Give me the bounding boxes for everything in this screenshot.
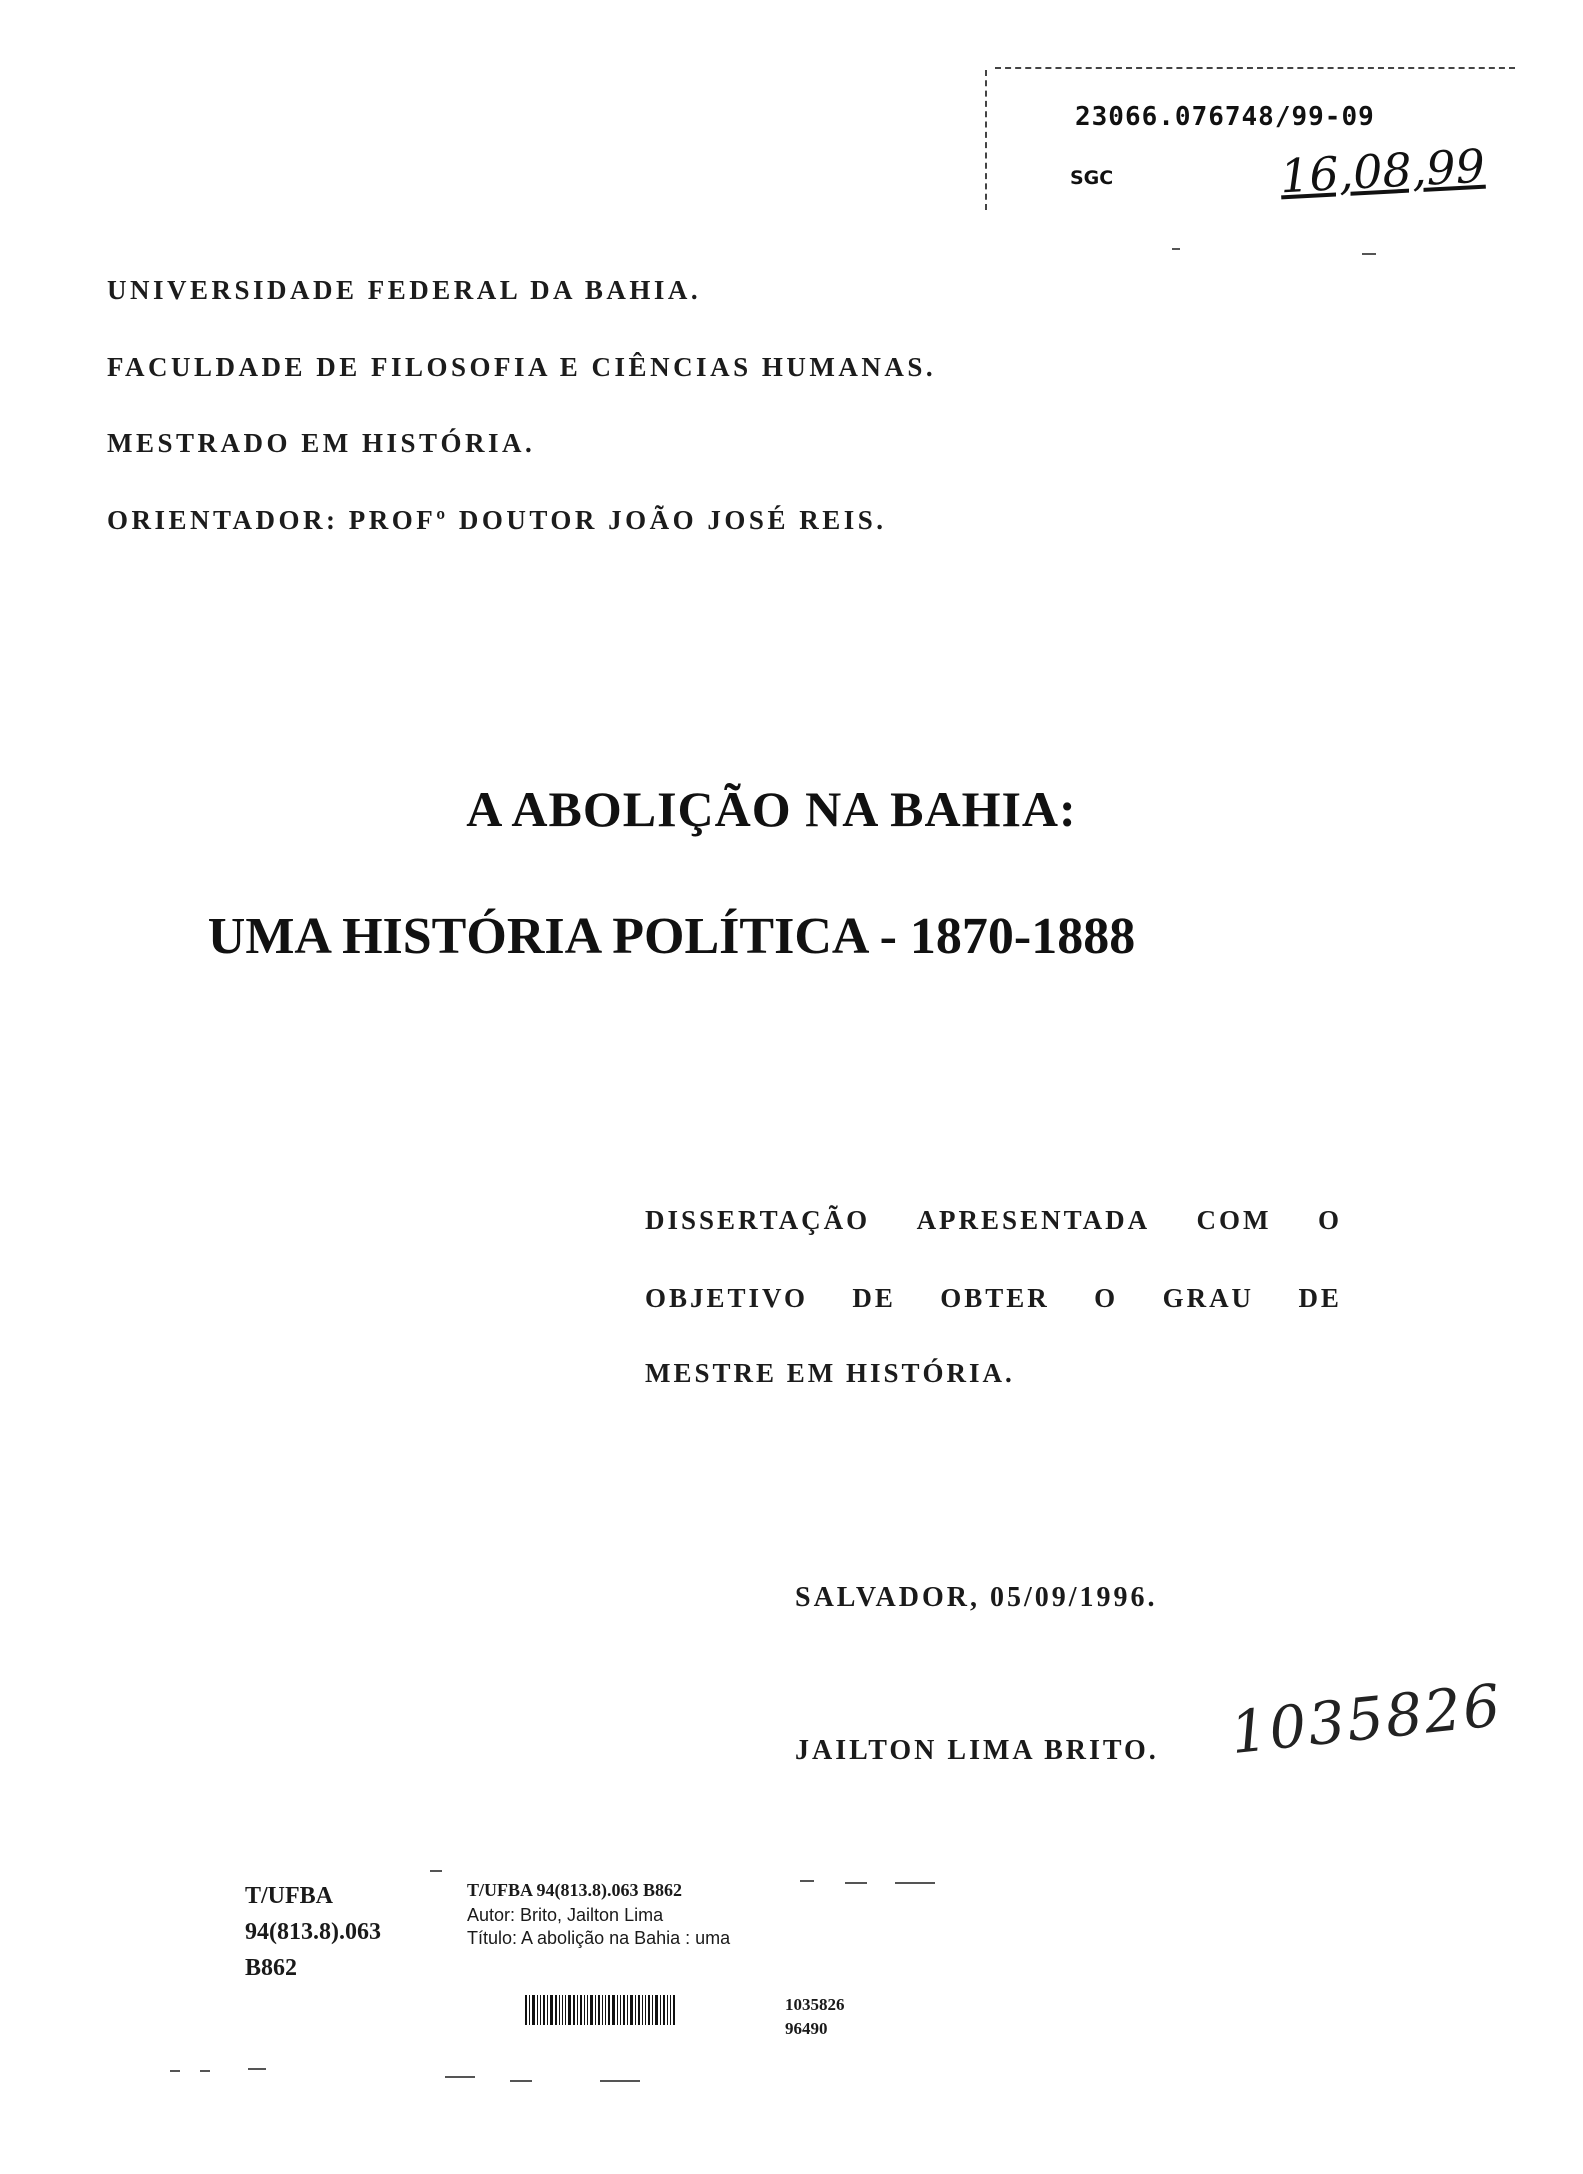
diss-word: DE — [852, 1283, 896, 1313]
barcode-bar — [543, 1995, 545, 2025]
barcode-bar — [529, 1995, 530, 2025]
barcode-bar — [587, 1995, 588, 2025]
barcode-bar — [568, 1995, 571, 2025]
barcode-code: 1035826 — [785, 1995, 845, 2014]
agency-label: SGC — [1070, 167, 1114, 189]
barcode-bar — [598, 1995, 600, 2025]
call-number-line: T/UFBA — [245, 1883, 334, 1909]
stamp-border-left — [985, 70, 987, 210]
barcode-bar — [648, 1995, 650, 2025]
handwritten-number: 1035826 — [1227, 1670, 1506, 1768]
barcode-bar — [673, 1995, 675, 2025]
barcode-bar — [602, 1995, 603, 2025]
barcode-bar — [540, 1995, 541, 2025]
program-name: MESTRADO EM HISTÓRIA. — [107, 428, 536, 458]
barcode-bar — [670, 1995, 671, 2025]
catalog-title: Título: A abolição na Bahia : uma — [467, 1928, 731, 1948]
call-number — [245, 1878, 381, 1986]
scan-mark — [600, 2080, 640, 2082]
place-date: SALVADOR, 05/09/1996. — [795, 1582, 1158, 1613]
handwritten-date: 16,08,99 — [1278, 138, 1487, 204]
barcode-bar — [562, 1995, 563, 2025]
scan-mark — [800, 1880, 814, 1882]
scan-mark — [445, 2076, 475, 2078]
barcode-bar — [537, 1995, 538, 2025]
dissertation-line-3: MESTRE EM HISTÓRIA. — [645, 1358, 1015, 1388]
barcode-bar — [638, 1995, 640, 2025]
barcode-bar — [555, 1995, 557, 2025]
university-name: UNIVERSIDADE FEDERAL DA BAHIA. — [107, 275, 702, 305]
barcode-bar — [623, 1995, 625, 2025]
call-number-line: 94(813.8).063 — [245, 1919, 381, 1945]
barcode-bar — [565, 1995, 566, 2025]
diss-word: APRESENTADA — [916, 1205, 1151, 1235]
barcode-bar — [663, 1995, 665, 2025]
barcode-bar — [667, 1995, 668, 2025]
barcode-bar — [642, 1995, 643, 2025]
title-line-1: A ABOLIÇÃO NA BAHIA: — [466, 781, 1077, 837]
catalog-call-number: T/UFBA 94(813.8).063 B862 — [467, 1880, 683, 1900]
scan-mark — [510, 2080, 532, 2082]
scan-mark — [895, 1882, 935, 1884]
diss-word: DISSERTAÇÃO — [645, 1205, 871, 1235]
barcode-bar — [580, 1995, 582, 2025]
diss-word: O — [1317, 1205, 1342, 1235]
barcode-bar — [660, 1995, 661, 2025]
barcode-bar — [550, 1995, 553, 2025]
faculty-name: FACULDADE DE FILOSOFIA E CIÊNCIAS HUMANAS. — [107, 352, 937, 382]
diss-word: COM — [1196, 1205, 1272, 1235]
call-number-line: B862 — [245, 1955, 298, 1981]
barcode-bar — [590, 1995, 593, 2025]
barcode-bar — [620, 1995, 621, 2025]
barcode-codes — [785, 1993, 845, 2041]
scan-mark — [430, 1870, 442, 1872]
barcode-bar — [635, 1995, 636, 2025]
barcode-bar — [525, 1995, 527, 2025]
barcode-bar — [627, 1995, 628, 2025]
diss-word: GRAU — [1162, 1283, 1255, 1313]
barcode-code: 96490 — [785, 2019, 828, 2038]
title-line-2: UMA HISTÓRIA POLÍTICA - 1870-1888 — [207, 908, 1136, 965]
dissertation-line-1 — [645, 1205, 1342, 1236]
barcode-bar — [547, 1995, 548, 2025]
author-name: JAILTON LIMA BRITO. — [795, 1735, 1159, 1766]
scan-mark — [200, 2070, 210, 2072]
barcode-bar — [595, 1995, 596, 2025]
diss-word: O — [1094, 1283, 1119, 1313]
barcode-bar — [630, 1995, 633, 2025]
catalog-author: Autor: Brito, Jailton Lima — [467, 1905, 664, 1925]
diss-word: DE — [1298, 1283, 1342, 1313]
barcode-bar — [577, 1995, 578, 2025]
barcode-bar — [652, 1995, 653, 2025]
protocol-stamp — [985, 62, 1525, 212]
scan-mark — [845, 1882, 867, 1884]
barcode-bar — [559, 1995, 560, 2025]
barcode-bar — [645, 1995, 646, 2025]
process-number: 23066.076748/99-09 — [1075, 102, 1375, 132]
scan-mark — [170, 2070, 180, 2072]
barcode-bar — [573, 1995, 575, 2025]
barcode-bar — [608, 1995, 610, 2025]
scan-mark — [1172, 248, 1180, 250]
scan-mark — [1362, 253, 1376, 255]
stamp-border-top — [995, 67, 1515, 69]
barcode-bar — [584, 1995, 585, 2025]
barcode-bar — [605, 1995, 606, 2025]
barcode — [525, 1995, 725, 2025]
diss-word: OBJETIVO — [645, 1283, 808, 1313]
scan-mark — [248, 2068, 266, 2070]
barcode-bar — [617, 1995, 618, 2025]
diss-word: OBTER — [940, 1283, 1050, 1313]
barcode-bar — [612, 1995, 615, 2025]
barcode-bar — [655, 1995, 658, 2025]
dissertation-line-2 — [645, 1283, 1342, 1314]
advisor-line: ORIENTADOR: PROFº DOUTOR JOÃO JOSÉ REIS. — [107, 505, 887, 535]
barcode-bar — [532, 1995, 535, 2025]
catalog-card — [467, 1880, 887, 1949]
